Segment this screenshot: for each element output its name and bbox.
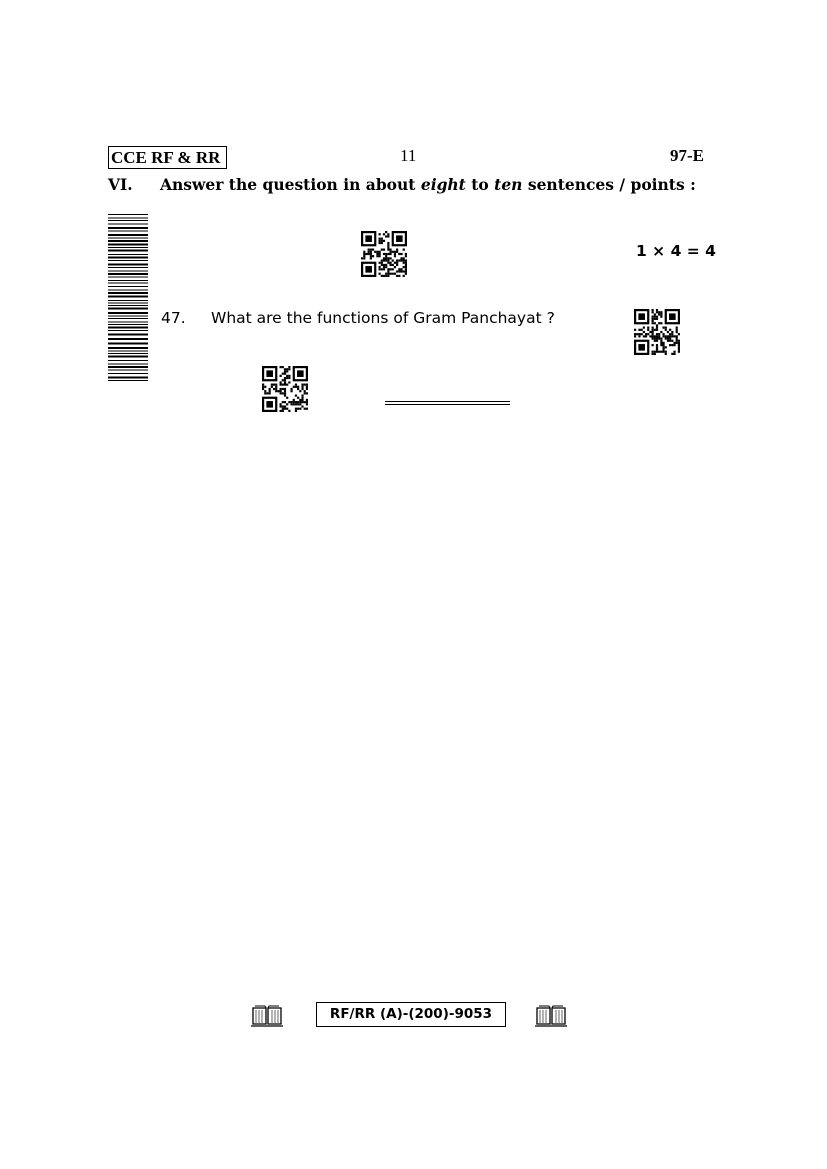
exam-name-box xyxy=(108,146,227,169)
barcode-icon xyxy=(108,214,148,382)
footer-code-box xyxy=(316,1002,506,1027)
page-number: 11 xyxy=(400,146,417,165)
paper-code: 97-E xyxy=(670,146,704,165)
exam-name: CCE RF & RR xyxy=(111,148,221,167)
section-number: VI. xyxy=(108,175,133,194)
question-text: What are the functions of Gram Panchayat ? xyxy=(211,309,555,327)
instruction-emphasis-1: eight xyxy=(420,175,466,194)
open-book-icon xyxy=(535,1004,567,1028)
marks-allocation: 1 × 4 = 4 xyxy=(636,242,716,260)
instruction-text-2: to xyxy=(465,175,495,194)
qr-code-icon xyxy=(361,231,407,277)
qr-code-icon xyxy=(634,309,680,355)
end-of-section-rule xyxy=(385,401,510,405)
qr-code-icon xyxy=(262,366,308,412)
section-instruction xyxy=(160,175,696,194)
instruction-text-3: sentences / points : xyxy=(522,175,696,194)
open-book-icon xyxy=(251,1004,283,1028)
instruction-emphasis-2: ten xyxy=(494,175,523,194)
instruction-text-1: Answer the question in about xyxy=(160,175,421,194)
question-number: 47. xyxy=(161,309,186,327)
footer-code: RF/RR (A)-(200)-9053 xyxy=(329,1006,493,1022)
